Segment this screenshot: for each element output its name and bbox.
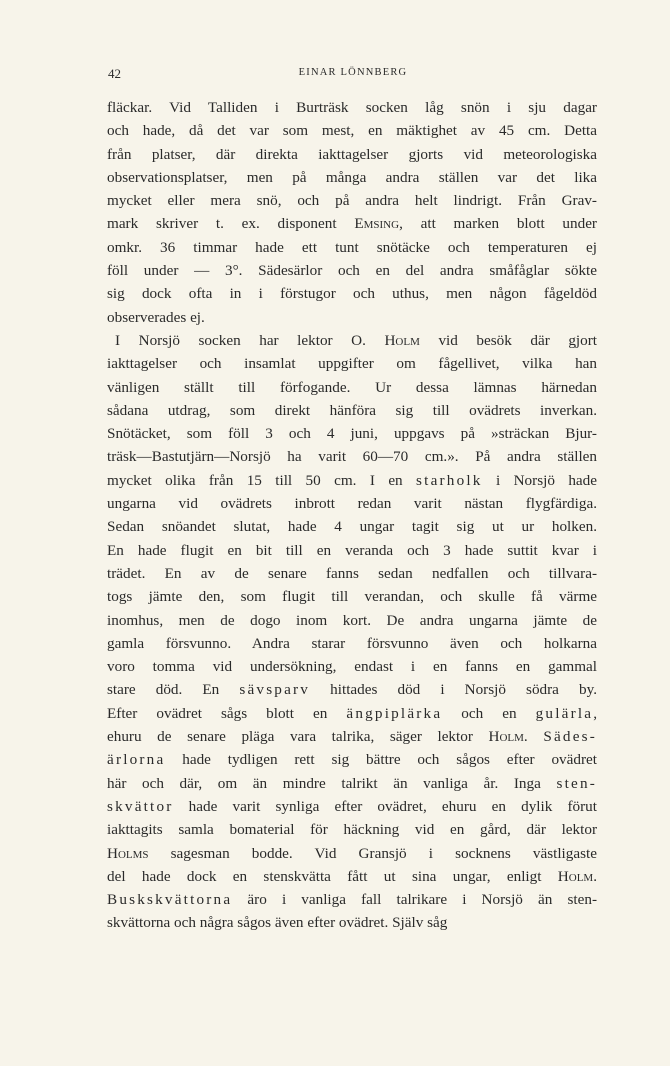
text-line: [107, 212, 597, 235]
text-line: [107, 189, 597, 212]
text-run: voro tomma vid undersökning, endast i en fanns en gammal: [107, 658, 597, 676]
text-line: [107, 445, 597, 468]
text-run: .: [523, 728, 544, 746]
text-run: mark skriver t. ex. disponent: [107, 215, 355, 233]
text-line: [107, 259, 597, 282]
text-line: [107, 329, 597, 352]
text-run: iakttagelser och insamlat uppgifter om fågellivet, vilka han: [107, 355, 597, 373]
small-caps-name: Holm: [488, 728, 524, 746]
spaced-term: Buskskvättorna: [107, 891, 233, 909]
text-run: hade tydligen rett sig bättre och sågos efter ovädret: [165, 751, 597, 769]
text-run: fläckar. Vid Talliden i Burträsk socken låg snön i sju dagar: [107, 99, 597, 116]
text-run: från platser, där direkta iakttagelser gjorts vid meteorologiska: [107, 145, 597, 163]
text-run: inomhus, men de dogo inom kort. De andra ungarna jämte de: [107, 611, 597, 629]
spaced-term: sävsparv: [239, 681, 311, 699]
page-header: [108, 66, 598, 86]
small-caps-name: Holm: [384, 331, 420, 349]
text-run: trädet. En av de senare fanns sedan nedfallen och tillvara-: [107, 564, 597, 582]
text-run: iakttagits samla bomaterial för häckning vid en gård, där lektor: [107, 821, 597, 839]
text-run: omkr. 36 timmar hade ett tunt snötäcke och temperaturen ej: [107, 238, 597, 256]
text-run: stare död. En: [107, 681, 240, 699]
text-run: mycket olika från 15 till 50 cm. I en: [107, 471, 417, 489]
page-number: 42: [108, 66, 121, 81]
text-run: I Norsjö socken har lektor O.: [115, 331, 385, 349]
text-run: ehuru de senare pläga vara talrika, säger lektor: [107, 728, 489, 746]
text-line: [107, 399, 597, 422]
text-line: [107, 911, 597, 934]
text-line: [107, 772, 597, 795]
small-caps-name: Emsing: [354, 215, 400, 233]
small-caps-name: Holms: [107, 844, 149, 862]
text-line: [107, 585, 597, 608]
text-line: [107, 562, 597, 585]
text-run: i Norsjö hade: [482, 471, 597, 489]
text-run: sagesman bodde. Vid Gransjö i socknens västligaste: [148, 844, 597, 862]
text-line: [107, 143, 597, 166]
text-line: [107, 96, 597, 119]
spaced-term: Sädes-: [543, 728, 598, 746]
text-line: [107, 422, 597, 445]
text-line: [107, 632, 597, 655]
text-line: [107, 492, 597, 515]
text-run: ,: [593, 704, 598, 722]
text-run: En hade flugit en bit till en veranda och 3 hade suttit kvar i: [107, 541, 597, 559]
text-run: vänligen ställt till förfogande. Ur dessa lämnas härnedan: [107, 378, 597, 396]
text-run: gamla försvunno. Andra starar försvunno även och holkarna: [107, 634, 597, 652]
text-line: [107, 352, 597, 375]
text-line: [107, 515, 597, 538]
text-run: del hade dock en stenskvätta fått ut sina ungar, enligt: [107, 867, 558, 885]
text-run: sig dock ofta in i förstugor och uthus, men någon fågeldöd: [107, 285, 597, 303]
text-line: [107, 725, 597, 748]
text-line: [107, 702, 597, 725]
text-line: [107, 888, 597, 911]
text-line: [107, 655, 597, 678]
text-run: vid besök där gjort: [419, 331, 598, 349]
text-line: [107, 678, 597, 701]
text-run: observerades ej.: [107, 308, 205, 326]
text-line: [107, 842, 597, 865]
text-run: sådana utdrag, som direkt hänföra sig till ovädrets inverkan.: [107, 401, 597, 419]
text-run: föll under — 3°. Sädesärlor och en del andra småfåglar sökte: [107, 262, 597, 280]
text-run: observationsplatser, men på många andra ställen var det lika: [107, 168, 597, 186]
text-line: [107, 282, 597, 305]
text-run: här och där, om än mindre talrikt än vanliga år. Inga: [107, 774, 557, 792]
text-line: [107, 236, 597, 259]
text-run: och hade, då det var som mest, en mäktighet av 45 cm. Detta: [107, 122, 597, 140]
text-line: [107, 376, 597, 399]
text-run: ungarna vid ovädrets inbrott redan varit nästan flygfärdiga.: [107, 495, 597, 513]
text-run: äro i vanliga fall talrikare i Norsjö än sten-: [232, 891, 597, 909]
text-run: och en: [442, 704, 536, 722]
text-line: [107, 119, 597, 142]
text-line: [107, 818, 597, 841]
spaced-term: ängpiplärka: [346, 704, 443, 722]
small-caps-name: Holm: [557, 867, 594, 885]
text-line: [107, 795, 597, 818]
spaced-term: starholk: [416, 471, 483, 489]
text-run: hittades död i Norsjö södra by.: [310, 681, 597, 699]
spaced-term: gulärla: [535, 704, 594, 722]
text-line: [107, 748, 597, 771]
text-run: Snötäcket, som föll 3 och 4 juni, uppgavs på »sträckan Bjur-: [107, 425, 597, 443]
text-run: skvättorna och några sågos även efter ovädret. Själv såg: [107, 914, 448, 932]
text-line: [107, 609, 597, 632]
text-run: hade varit synliga efter ovädret, ehuru en dylik förut: [173, 797, 597, 815]
text-run: togs jämte den, som flugit till verandan, och skulle få värme: [107, 588, 597, 606]
spaced-term: skvättor: [107, 797, 174, 815]
spaced-term: ärlorna: [107, 751, 166, 769]
text-run: .: [593, 867, 597, 885]
body-text: [107, 96, 597, 935]
text-run: mycket eller mera snö, och på andra helt lindrigt. Från Grav-: [107, 192, 597, 210]
text-line: [107, 306, 597, 329]
text-line: [107, 539, 597, 562]
text-run: Sedan snöandet slutat, hade 4 ungar tagit sig ut ur holken.: [107, 518, 597, 536]
text-run: träsk—Bastutjärn—Norsjö ha varit 60—70 cm.». På andra ställen: [107, 448, 597, 466]
text-line: [107, 166, 597, 189]
text-run: , att marken blott under: [399, 215, 597, 233]
running-head: EINAR LÖNNBERG: [298, 67, 408, 78]
text-line: [107, 865, 597, 888]
text-run: Efter ovädret sågs blott en: [107, 704, 347, 722]
spaced-term: sten-: [556, 774, 597, 792]
text-line: [107, 469, 597, 492]
